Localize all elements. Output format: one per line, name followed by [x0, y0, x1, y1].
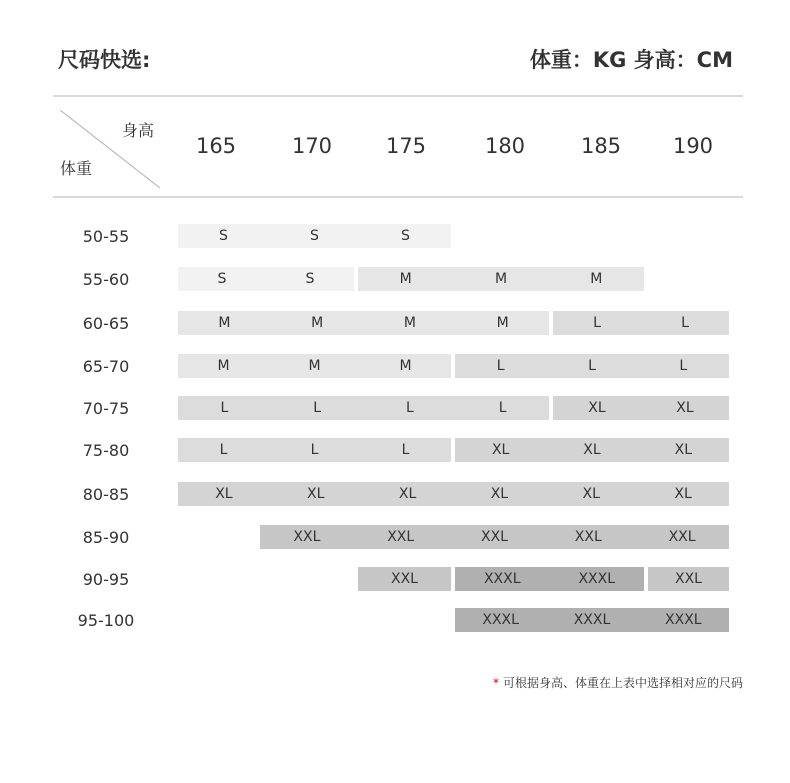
size-band	[455, 438, 729, 462]
size-band	[178, 267, 354, 291]
size-cell: XL	[491, 442, 510, 458]
size-cell: XL	[307, 486, 325, 502]
size-cell: XXXL	[573, 612, 611, 628]
row-label: 55-60	[82, 270, 130, 289]
row-label: 50-55	[82, 227, 130, 246]
size-cell: XL	[398, 486, 417, 502]
size-cell: L	[588, 358, 596, 374]
size-cell: L	[496, 358, 505, 374]
row-label: 80-85	[82, 485, 130, 504]
size-cell: S	[219, 228, 228, 244]
row-label: 60-65	[82, 314, 130, 333]
top-divider	[53, 95, 743, 97]
size-cell: XL	[588, 400, 606, 416]
size-cell: M	[217, 358, 230, 374]
size-cell: XL	[582, 486, 600, 502]
size-cell: XXXL	[483, 571, 521, 587]
height-axis-label: 身高	[122, 121, 155, 140]
row-label: 75-80	[82, 441, 130, 460]
size-band	[178, 311, 549, 335]
size-cell: XL	[215, 486, 233, 502]
size-cell: M	[494, 271, 508, 287]
size-band	[358, 267, 644, 291]
size-band	[455, 354, 729, 378]
size-cell: S	[217, 271, 227, 287]
column-header: 185	[580, 134, 622, 158]
size-cell: L	[313, 400, 322, 416]
size-band	[178, 354, 451, 378]
size-cell: XXXL	[482, 612, 519, 628]
size-cell: XXL	[391, 571, 418, 587]
column-header: 180	[484, 134, 526, 158]
size-band	[178, 482, 729, 506]
size-band	[553, 396, 729, 420]
size-cell: M	[496, 315, 509, 331]
column-header: 170	[291, 134, 333, 158]
footnote-marker: *	[492, 676, 499, 690]
size-cell: S	[305, 271, 315, 287]
size-cell: XL	[674, 486, 692, 502]
page-title: 尺码快选:	[58, 48, 151, 72]
footnote-text: 可根据身高、体重在上表中选择相对应的尺码	[502, 676, 743, 690]
size-band	[178, 438, 451, 462]
size-cell: M	[311, 315, 324, 331]
row-label: 70-75	[82, 399, 130, 418]
size-cell: L	[219, 442, 228, 458]
row-label: 95-100	[77, 611, 135, 630]
weight-axis-label: 体重	[60, 159, 93, 178]
column-header: 175	[385, 134, 427, 158]
size-band	[455, 567, 644, 591]
size-cell: M	[308, 358, 321, 374]
size-cell: L	[679, 358, 688, 374]
size-cell: M	[399, 358, 412, 374]
size-cell: S	[310, 228, 319, 244]
size-cell: L	[401, 442, 410, 458]
header-divider	[53, 196, 743, 198]
size-band	[260, 525, 729, 549]
size-band	[553, 311, 729, 335]
size-cell: L	[310, 442, 319, 458]
size-cell: XXXL	[578, 571, 616, 587]
size-cell: XXL	[675, 571, 702, 587]
size-cell: XL	[583, 442, 601, 458]
size-cell: XL	[490, 486, 509, 502]
size-band	[455, 608, 729, 632]
size-cell: L	[405, 400, 414, 416]
size-cell: XXL	[480, 529, 508, 545]
size-cell: L	[681, 315, 689, 331]
size-cell: XXL	[387, 529, 415, 545]
row-label: 85-90	[82, 528, 130, 547]
size-cell: XXL	[574, 529, 602, 545]
size-cell: S	[401, 228, 410, 244]
size-cell: M	[218, 315, 231, 331]
column-header: 190	[672, 134, 714, 158]
size-cell: XL	[674, 442, 693, 458]
size-cell: XXL	[668, 529, 696, 545]
size-band	[648, 567, 729, 591]
units-label: 体重：KG 身高：CM	[529, 48, 733, 72]
row-label: 90-95	[82, 570, 130, 589]
column-header: 165	[195, 134, 237, 158]
size-cell: L	[220, 400, 229, 416]
size-cell: L	[593, 315, 601, 331]
size-band	[178, 396, 549, 420]
footnote	[493, 674, 743, 691]
size-cell: M	[403, 315, 416, 331]
size-band	[178, 224, 451, 248]
size-cell: M	[399, 271, 412, 287]
size-cell: M	[590, 271, 603, 287]
size-cell: XL	[676, 400, 694, 416]
row-label: 65-70	[82, 357, 130, 376]
size-cell: XXL	[293, 529, 321, 545]
size-band	[358, 567, 451, 591]
size-cell: XXXL	[665, 612, 702, 628]
size-cell: L	[498, 400, 507, 416]
